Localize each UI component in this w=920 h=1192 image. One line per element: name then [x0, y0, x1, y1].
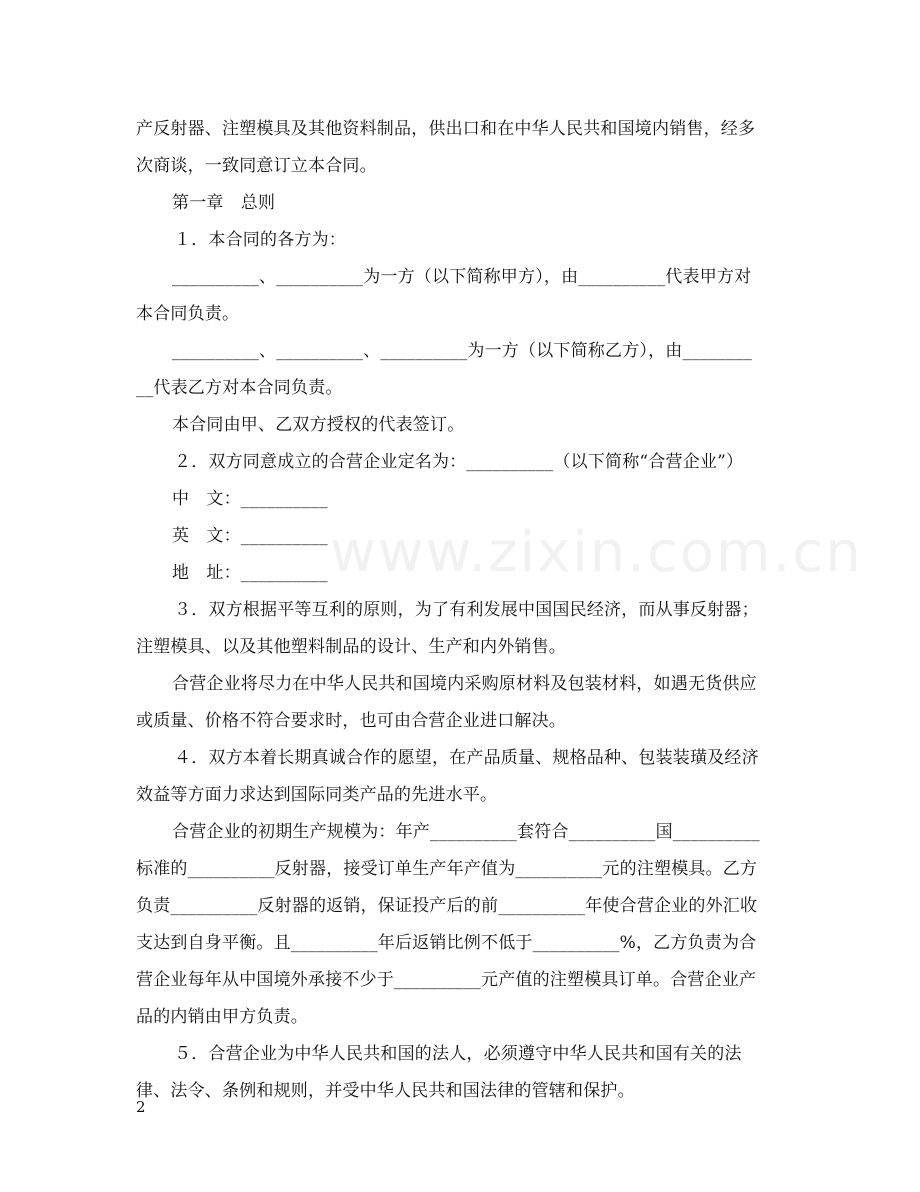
- watermark: www.zixin.com.cn: [330, 520, 863, 585]
- field-chinese-name: 中 文：__________: [172, 489, 328, 509]
- paragraph-6: __________、__________、__________为一方（以下简称乙方），由________: [172, 341, 753, 361]
- field-address: 地 址：__________: [172, 563, 328, 583]
- paragraph-9: ２．双方同意成立的合营企业定名为：__________（以下简称“合营企业”）: [174, 452, 744, 472]
- paragraph-4: __________、__________为一方（以下简称甲方），由__________代表甲方对: [172, 267, 752, 287]
- paragraph-10: ３．双方根据平等互利的原则，为了有利发展中国国民经济，而从事反射器；: [174, 600, 759, 620]
- paragraph-14: ４．双方本着长期真诚合作的愿望，在产品质量、规格品种、包装装璜及经济: [174, 748, 759, 768]
- paragraph-12: 合营企业将尽力在中华人民共和国境内采购原材料及包装材料，如遇无货供应: [172, 674, 757, 694]
- paragraph-15: 效益等方面力求达到国际同类产品的先进水平。: [136, 785, 498, 805]
- paragraph-3: １．本合同的各方为：: [174, 230, 346, 250]
- paragraph-13: 或质量、价格不符合要求时，也可由合营企业进口解决。: [136, 711, 566, 731]
- paragraph-5: 本合同负责。: [136, 304, 240, 324]
- paragraph-17: 标准的__________反射器，接受订单生产年产值为__________元的注塑模具。乙方: [136, 859, 758, 879]
- field-english-name: 英 文：__________: [172, 526, 328, 546]
- paragraph-7: __代表乙方对本合同负责。: [136, 378, 343, 398]
- paragraph-1: 产反射器、注塑模具及其他资料制品，供出口和在中华人民共和国境内销售，经多: [136, 119, 756, 139]
- chapter-heading: 第一章 总则: [172, 193, 276, 213]
- paragraph-19: 支达到自身平衡。且__________年后返销比例不低于__________%，乙方负责为合: [136, 933, 757, 953]
- paragraph-16: 合营企业的初期生产规模为：年产__________套符合__________国__________: [172, 822, 760, 842]
- page-number: 2: [136, 1098, 146, 1116]
- paragraph-20: 营企业每年从中国境外承接不少于__________元产值的注塑模具订单。合营企业产: [136, 970, 757, 990]
- paragraph-11: 注塑模具、以及其他塑料制品的设计、生产和内外销售。: [136, 637, 566, 657]
- paragraph-8: 本合同由甲、乙双方授权的代表签订。: [172, 415, 465, 435]
- paragraph-22: ５．合营企业为中华人民共和国的法人，必须遵守中华人民共和国有关的法: [174, 1044, 742, 1064]
- paragraph-18: 负责__________反射器的返销，保证投产后的前__________年使合营企业的外汇收: [136, 896, 758, 916]
- paragraph-21: 品的内销由甲方负责。: [136, 1007, 308, 1027]
- paragraph-2: 次商谈，一致同意订立本合同。: [136, 156, 377, 176]
- document-body: [136, 112, 863, 1111]
- paragraph-23: 律、法令、条例和规则，并受中华人民共和国法律的管辖和保护。: [136, 1081, 635, 1101]
